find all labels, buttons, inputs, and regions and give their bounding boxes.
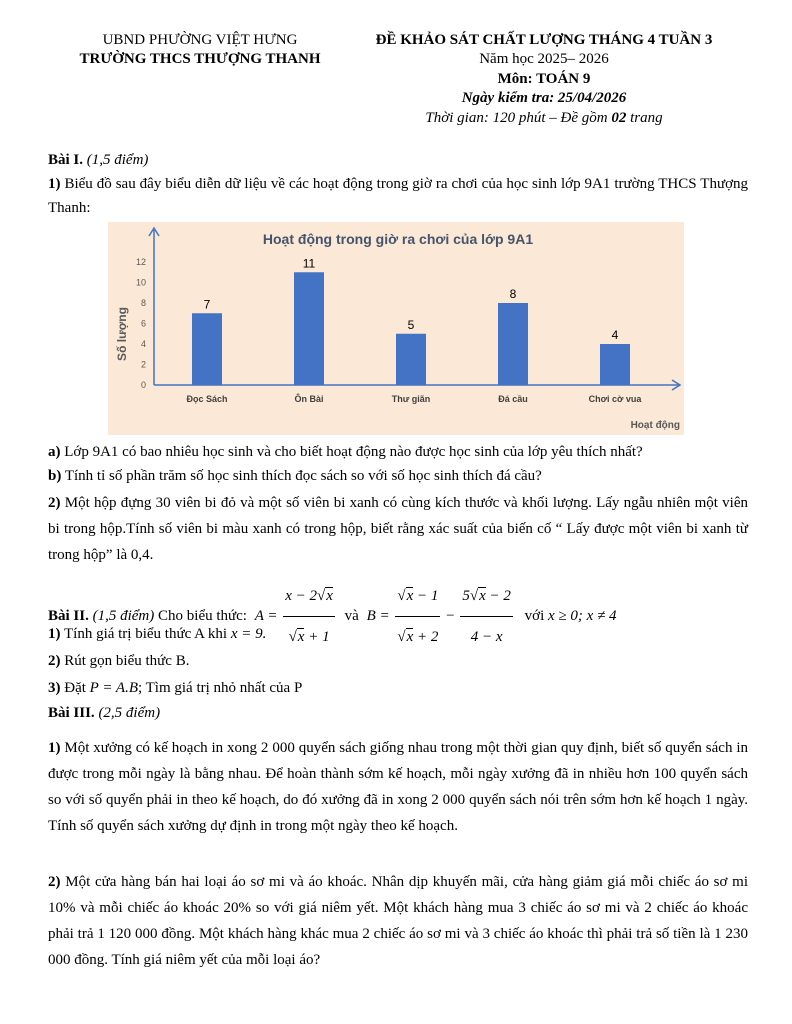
bai2-q2: 2) Rút gọn biểu thức B. bbox=[48, 653, 190, 669]
bai1-q1: 1) Biểu đồ sau đây biểu diễn dữ liệu về các hoạt động trong giờ ra chơi của học sinh lớp 9A1 trường THCS Thượng Thanh: bbox=[48, 176, 749, 216]
y-tick-label: 2 bbox=[140, 359, 146, 370]
chart-x-axis-label: Hoạt động bbox=[630, 420, 680, 431]
bar-value-label: 4 bbox=[611, 328, 619, 342]
chart-bar bbox=[396, 334, 426, 385]
y-tick-label: 4 bbox=[140, 339, 146, 349]
chart-bar bbox=[498, 303, 528, 385]
exam-time: Thời gian: 120 phút – Đề gồm 02 trang bbox=[425, 110, 663, 126]
school-name: TRƯỜNG THCS THƯỢNG THANH bbox=[79, 51, 321, 67]
exam-subject: Môn: TOÁN 9 bbox=[497, 71, 591, 87]
exam-title: ĐỀ KHẢO SÁT CHẤT LƯỢNG THÁNG 4 TUẦN 3 bbox=[375, 32, 713, 48]
bai1-qa: a) Lớp 9A1 có bao nhiêu học sinh và cho biết hoạt động nào được học sinh của lớp yêu thích nhất? bbox=[48, 444, 643, 460]
chart-bar bbox=[294, 272, 324, 385]
bai2-q1: 1) Tính giá trị biểu thức A khi x = 9. bbox=[48, 626, 267, 642]
y-tick-label: 12 bbox=[135, 257, 146, 267]
bar-value-label: 7 bbox=[203, 297, 211, 312]
bai3-q1: 1) Một xưởng có kế hoạch in xong 2 000 quyển sách giống nhau trong một thời gian quy định, biết số quyển sách in được trong mỗi ngày là bằng nhau. Để hoàn thành sớm kế hoạch, mỗi ngày xưởng đã in nhiều hơn 100 quyển sách so với số quyển phải in theo kế hoạch, do đó xưởng đã in xong 2 000 quyển sách nói trên sớm hơn kế hoạch 1 ngày. Tính số quyển sách xưởng dự định in trong một ngày theo kế hoạch. bbox=[48, 740, 748, 834]
section-bai3-heading: Bài III. (2,5 điểm) bbox=[48, 705, 161, 721]
x-tick-label: Ôn Bài bbox=[294, 394, 324, 404]
bai2-q3: 3) Đặt P = A.B; Tìm giá trị nhỏ nhất của P bbox=[48, 680, 303, 696]
bai3-q2: 2) Một cửa hàng bán hai loại áo sơ mi và áo khoác. Nhân dịp khuyến mãi, cửa hàng giảm giá mỗi chiếc áo sơ mi 10% và mỗi chiếc áo khoác 20% so với giá niêm yết. Một khách hàng mua 3 chiếc áo sơ mi và 2 chiếc áo khoác phải trả 1 120 000 đồng. Một khách hàng khác mua 2 chiếc áo sơ mi và 3 chiếc áo khoác thì phải trả số tiền là 1 230 000 đồng. Tính giá niêm yết của mỗi loại áo? bbox=[48, 874, 749, 968]
bar-value-label: 8 bbox=[509, 287, 517, 301]
x-tick-label: Chơi cờ vua bbox=[588, 394, 642, 404]
bai1-qb: b) Tính tỉ số phần trăm số học sinh thích đọc sách so với số học sinh thích đá cầu? bbox=[48, 468, 542, 484]
bar-value-label: 11 bbox=[302, 256, 316, 271]
x-tick-label: Thư giãn bbox=[391, 394, 431, 404]
ward-name: UBND PHƯỜNG VIỆT HƯNG bbox=[102, 32, 298, 48]
activity-bar-chart bbox=[108, 222, 684, 435]
expr-B-term1: $\frac{√x - 1}{√x + 2}$ bbox=[395, 576, 440, 657]
expr-A: $\frac{x - 2√x}{√x + 1}$ bbox=[283, 576, 335, 657]
expr-B-term2: $\frac{5√x - 2}{4 - x}$ bbox=[460, 576, 513, 657]
y-tick-label: 0 bbox=[140, 380, 146, 390]
chart-title: Hoạt động trong giờ ra chơi của lớp 9A1 bbox=[262, 231, 534, 247]
chart-svg bbox=[108, 222, 684, 435]
y-tick-label: 6 bbox=[140, 318, 146, 329]
section-bai1-heading: Bài I. (1,5 điểm) bbox=[48, 152, 149, 168]
chart-bar bbox=[192, 313, 222, 385]
exam-date: Ngày kiểm tra: 25/04/2026 bbox=[461, 90, 627, 106]
bai2-intro: Bài II. (1,5 điểm) Cho biểu thức: A = $\frac{x - 2√x}{√x + 1}$ và B = $\frac{√x - 1}{√x + 2}$ − $\frac{5√x - 2}{4 - x}$ với x ≥ 0; x ≠ 4 bbox=[48, 576, 617, 657]
x-tick-label: Đọc Sách bbox=[186, 394, 228, 404]
school-year: Năm học 2025– 2026 bbox=[479, 51, 609, 67]
chart-y-axis-label: Số lượng bbox=[115, 307, 129, 361]
bar-value-label: 5 bbox=[407, 317, 415, 332]
y-tick-label: 8 bbox=[140, 298, 146, 308]
y-tick-label: 10 bbox=[135, 277, 146, 288]
chart-bar bbox=[600, 344, 630, 385]
x-tick-label: Đá cầu bbox=[498, 394, 528, 404]
bai1-q2: 2) Một hộp đựng 30 viên bi đỏ và một số viên bi xanh có cùng kích thước và khối lượng. Lấy ngẫu nhiên một viên bi trong hộp.Tính số viên bi màu xanh có trong hộp, biết rằng xác suất của biến cố “ Lấy được một viên bi xanh từ trong hộp” là 0,4. bbox=[48, 495, 749, 563]
